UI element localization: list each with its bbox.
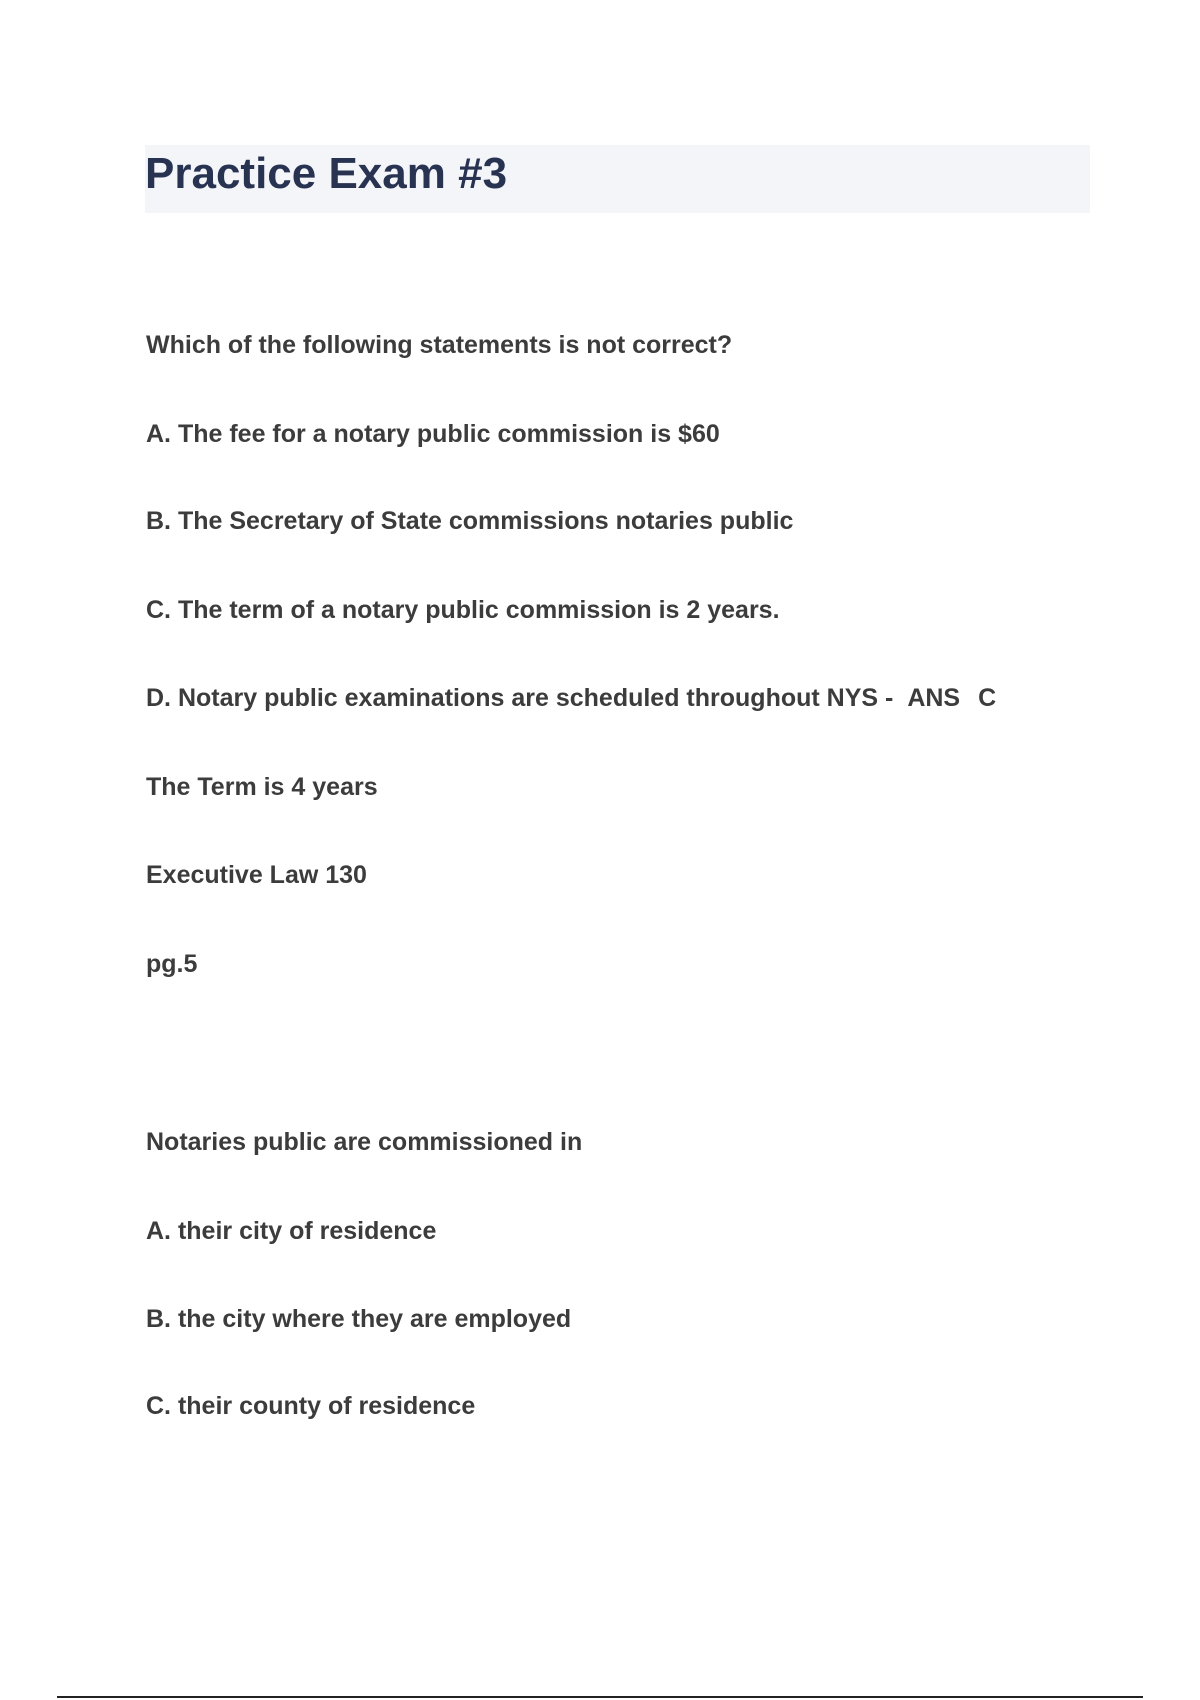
- title-banner: [145, 145, 1090, 213]
- page-title: Practice Exam #3: [145, 149, 508, 198]
- question-1-option-a: A. The fee for a notary public commission is $60: [146, 420, 720, 448]
- question-2-prompt: Notaries public are commissioned in: [146, 1128, 583, 1156]
- question-1-option-d-line: [146, 683, 996, 713]
- question-1-prompt: Which of the following statements is not correct?: [146, 331, 733, 359]
- explanation-line-1: The Term is 4 years: [146, 773, 378, 801]
- answer-value: C: [978, 684, 997, 712]
- question-2-option-a: A. their city of residence: [146, 1217, 437, 1245]
- question-2-option-c: C. their county of residence: [146, 1392, 476, 1420]
- explanation-line-3: pg.5: [146, 950, 198, 978]
- answer-label: ANS: [907, 684, 961, 712]
- question-2-option-b: B. the city where they are employed: [146, 1305, 572, 1333]
- question-1-option-b: B. The Secretary of State commissions notaries public: [146, 507, 794, 535]
- question-1-option-d: D. Notary public examinations are scheduled throughout NYS -: [146, 684, 894, 712]
- footer-divider: [57, 1696, 1143, 1698]
- question-1-option-c: C. The term of a notary public commission is 2 years.: [146, 596, 780, 624]
- explanation-line-2: Executive Law 130: [146, 861, 367, 889]
